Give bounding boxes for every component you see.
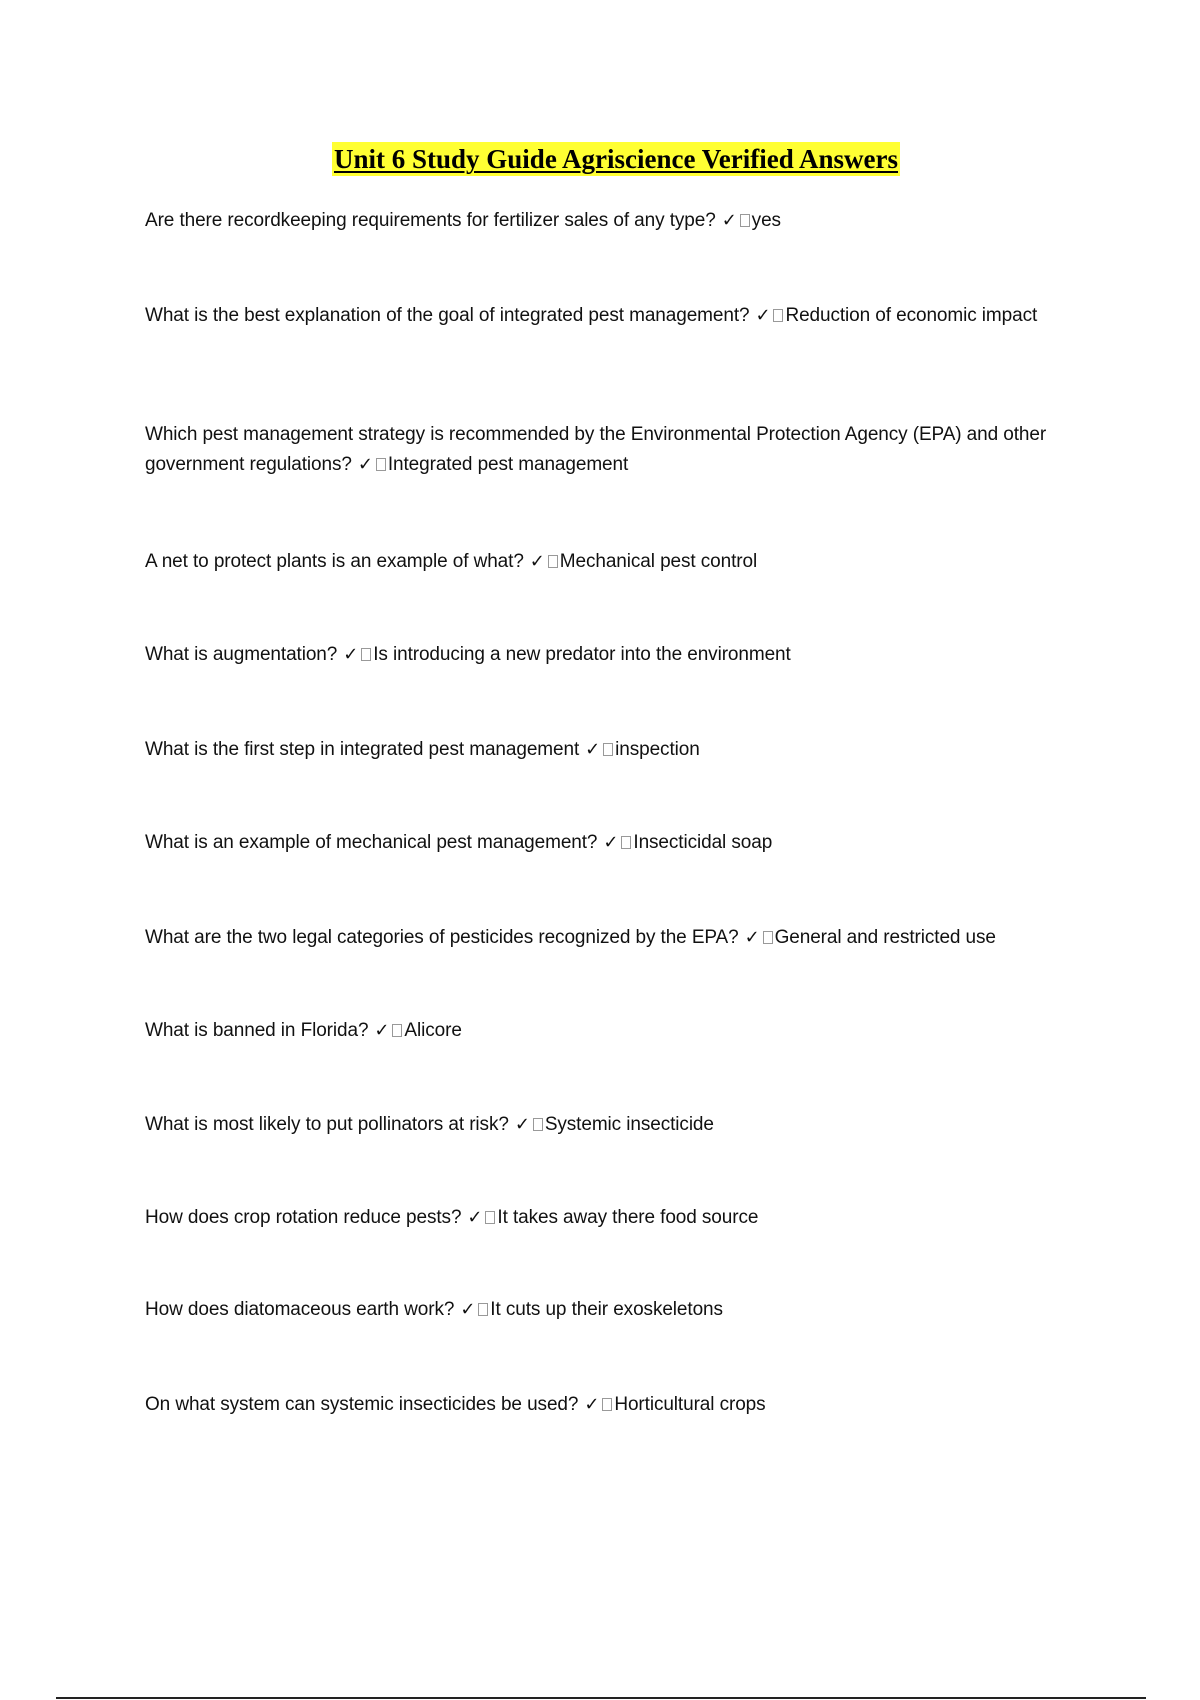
check-icon: ✓ bbox=[374, 1020, 390, 1041]
check-icon: ✓ bbox=[529, 551, 545, 572]
check-icon: ✓ bbox=[467, 1207, 483, 1228]
answer-text: Reduction of economic impact bbox=[785, 305, 1038, 326]
check-icon: ✓ bbox=[755, 305, 771, 326]
question-text: What are the two legal categories of pesticides recognized by the EPA? bbox=[145, 927, 739, 948]
answer-text: Alicore bbox=[404, 1020, 462, 1041]
question-text: On what system can systemic insecticides be used? bbox=[145, 1394, 579, 1415]
question-text: A net to protect plants is an example of what? bbox=[145, 551, 524, 572]
qa-item-2 bbox=[145, 301, 1075, 331]
question-text: What is banned in Florida? bbox=[145, 1020, 369, 1041]
question-text: How does diatomaceous earth work? bbox=[145, 1299, 455, 1320]
qa-item-4 bbox=[145, 547, 1075, 577]
box-icon bbox=[376, 458, 386, 471]
qa-item-11 bbox=[145, 1203, 1075, 1233]
check-icon: ✓ bbox=[585, 739, 601, 760]
box-icon bbox=[603, 743, 613, 756]
box-icon bbox=[392, 1024, 402, 1037]
answer-text: Systemic insecticide bbox=[544, 1114, 714, 1135]
qa-item-3 bbox=[145, 420, 1075, 480]
answer-text: Integrated pest management bbox=[387, 454, 629, 475]
question-text: What is augmentation? bbox=[145, 644, 338, 665]
answer-text: yes bbox=[751, 210, 781, 231]
check-icon: ✓ bbox=[603, 832, 619, 853]
check-icon: ✓ bbox=[460, 1299, 476, 1320]
question-text: What is an example of mechanical pest management? bbox=[145, 832, 598, 853]
answer-text: Horticultural crops bbox=[614, 1394, 766, 1415]
box-icon bbox=[602, 1398, 612, 1411]
answer-text: It takes away there food source bbox=[497, 1207, 759, 1228]
question-text: What is the first step in integrated pest management bbox=[145, 739, 580, 760]
box-icon bbox=[773, 309, 783, 322]
qa-item-10 bbox=[145, 1110, 1075, 1140]
check-icon: ✓ bbox=[357, 454, 373, 475]
answer-text: Mechanical pest control bbox=[559, 551, 758, 572]
check-icon: ✓ bbox=[343, 644, 359, 665]
qa-item-6 bbox=[145, 735, 1075, 765]
qa-item-7 bbox=[145, 828, 1075, 858]
box-icon bbox=[548, 555, 558, 568]
question-text: Are there recordkeeping requirements for fertilizer sales of any type? bbox=[145, 210, 716, 231]
title-container bbox=[0, 142, 1200, 176]
box-icon bbox=[763, 931, 773, 944]
question-text: Which pest management strategy is recommended by the Environmental Protection Agency (EPA) and other government regulations? bbox=[145, 424, 1047, 475]
document-title: Unit 6 Study Guide Agriscience Verified Answers bbox=[333, 144, 899, 174]
answer-text: General and restricted use bbox=[774, 927, 996, 948]
answer-text: Insecticidal soap bbox=[633, 832, 773, 853]
check-icon: ✓ bbox=[584, 1394, 600, 1415]
box-icon bbox=[361, 648, 371, 661]
qa-item-8 bbox=[145, 923, 1075, 953]
box-icon bbox=[478, 1303, 488, 1316]
box-icon bbox=[533, 1118, 543, 1131]
qa-item-5 bbox=[145, 640, 1075, 670]
answer-text: Is introducing a new predator into the environment bbox=[373, 644, 791, 665]
answer-text: It cuts up their exoskeletons bbox=[490, 1299, 723, 1320]
footer-divider bbox=[56, 1697, 1146, 1699]
answer-text: inspection bbox=[615, 739, 700, 760]
qa-item-1 bbox=[145, 206, 1075, 236]
box-icon bbox=[740, 214, 750, 227]
question-text: What is most likely to put pollinators at risk? bbox=[145, 1114, 509, 1135]
qa-item-13 bbox=[145, 1390, 1075, 1420]
question-text: What is the best explanation of the goal of integrated pest management? bbox=[145, 305, 750, 326]
check-icon: ✓ bbox=[721, 210, 737, 231]
box-icon bbox=[485, 1211, 495, 1224]
box-icon bbox=[621, 836, 631, 849]
question-text: How does crop rotation reduce pests? bbox=[145, 1207, 462, 1228]
check-icon: ✓ bbox=[514, 1114, 530, 1135]
qa-item-9 bbox=[145, 1016, 1075, 1046]
qa-item-12 bbox=[145, 1295, 1075, 1325]
check-icon: ✓ bbox=[744, 927, 760, 948]
